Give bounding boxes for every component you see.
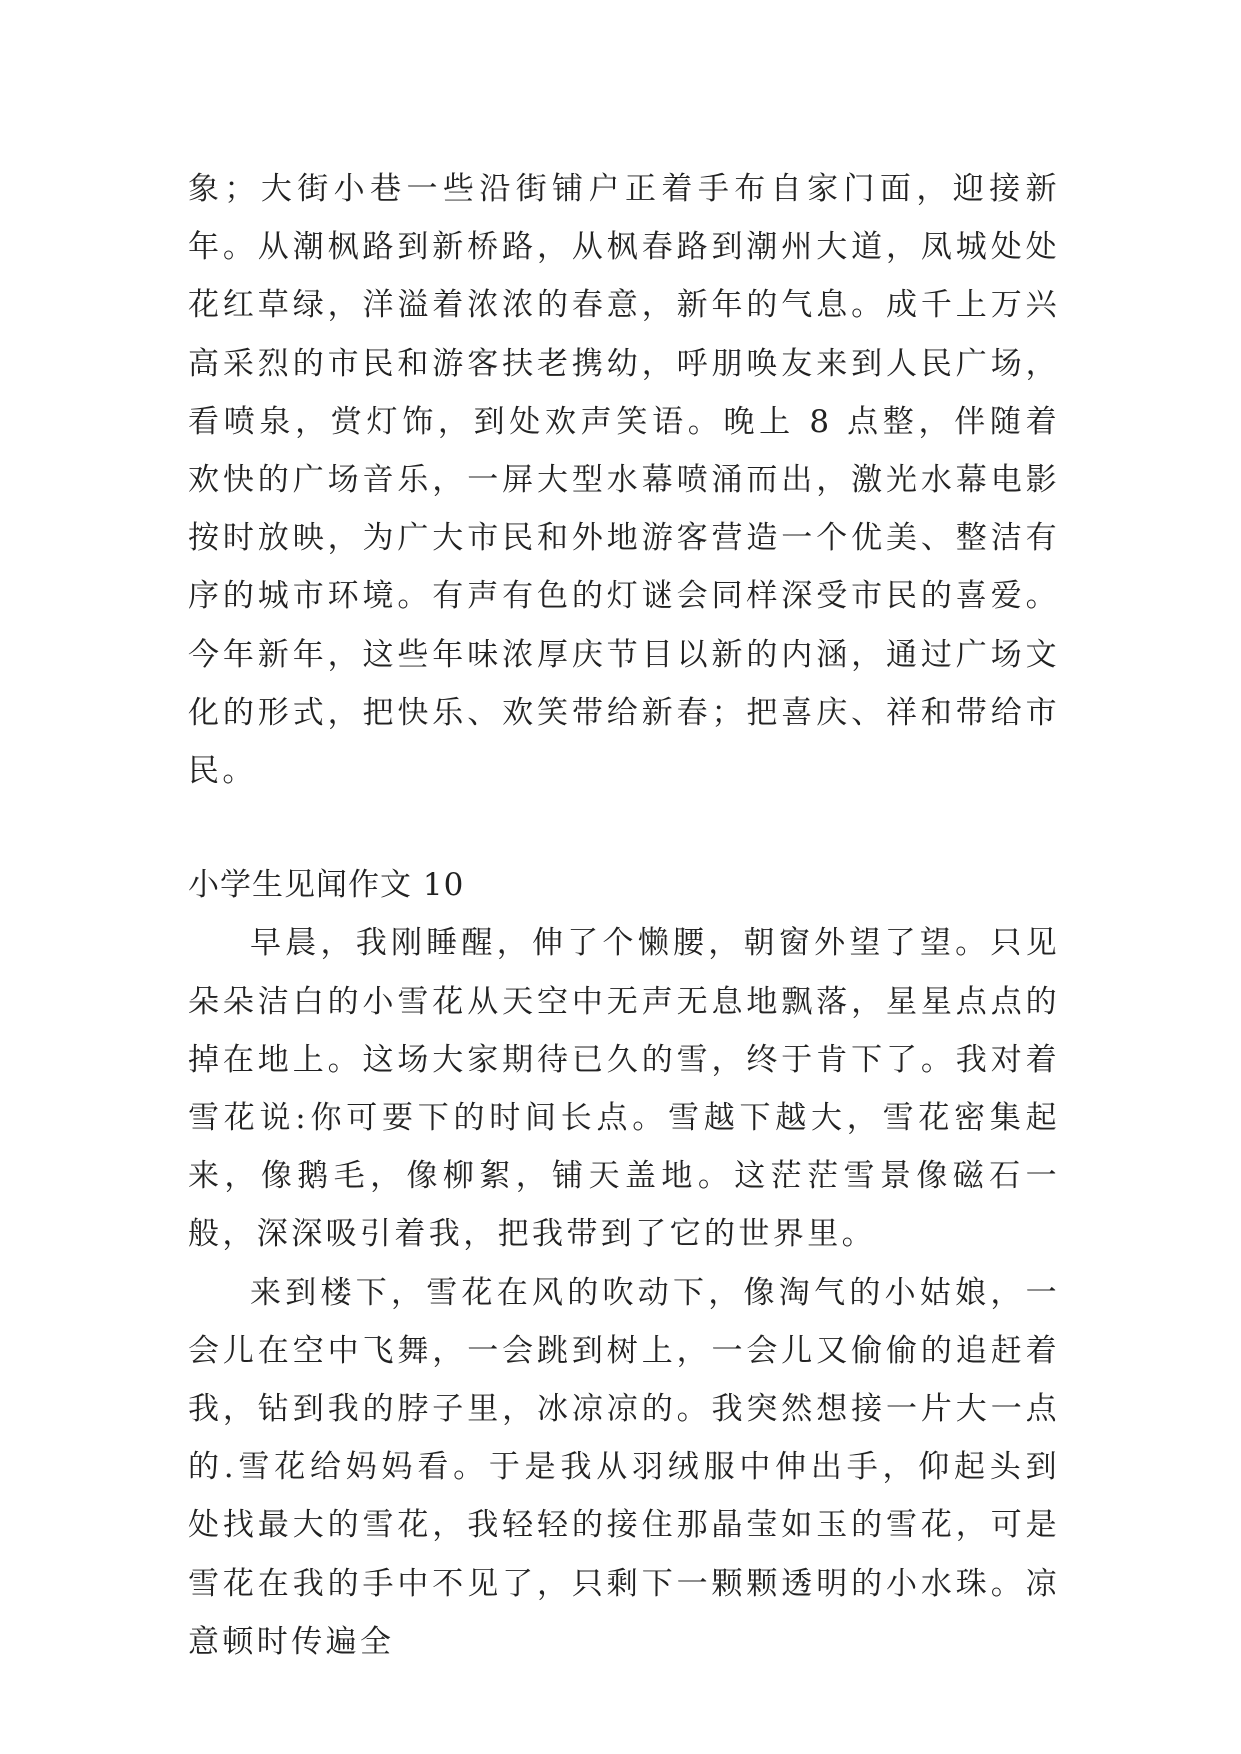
- section-spacer: [188, 800, 1060, 856]
- paragraph-continued: 象；大街小巷一些沿街铺户正着手布自家门面，迎接新年。从潮枫路到新桥路，从枫春路到潮州大道，凤城处处花红草绿，洋溢着浓浓的春意，新年的气息。成千上万兴高采烈的市民和游客扶老携幼，呼朋唤友来到人民广场，看喷泉，赏灯饰，到处欢声笑语。晚上 8 点整，伴随着欢快的广场音乐，一屏大型水幕喷涌而出，激光水幕电影按时放映，为广大市民和外地游客营造一个优美、整洁有序的城市环境。有声有色的灯谜会同样深受市民的喜爱。今年新年，这些年味浓厚庆节目以新的内涵，通过广场文化的形式，把快乐、欢笑带给新春；把喜庆、祥和带给市民。: [188, 171, 1060, 790]
- document-body: [188, 160, 1060, 1671]
- paragraph: 早晨，我刚睡醒，伸了个懒腰，朝窗外望了望。只见朵朵洁白的小雪花从天空中无声无息地飘落，星星点点的掉在地上。这场大家期待已久的雪，终于肯下了。我对着雪花说:你可要下的时间长点。雪越下越大，雪花密集起来，像鹅毛，像柳絮，铺天盖地。这茫茫雪景像磁石一般，深深吸引着我，把我带到了它的世界里。: [188, 925, 1060, 1253]
- section-title: 小学生见闻作文 10: [188, 867, 465, 904]
- paragraph: 来到楼下，雪花在风的吹动下，像淘气的小姑娘，一会儿在空中飞舞，一会跳到树上，一会儿又偷偷的追赶着我，钻到我的脖子里，冰凉凉的。我突然想接一片大一点的.雪花给妈妈看。于是我从羽绒服中伸出手，仰起头到处找最大的雪花，我轻轻的接住那晶莹如玉的雪花，可是雪花在我的手中不见了，只剩下一颗颗透明的小水珠。凉意顿时传遍全: [188, 1274, 1060, 1660]
